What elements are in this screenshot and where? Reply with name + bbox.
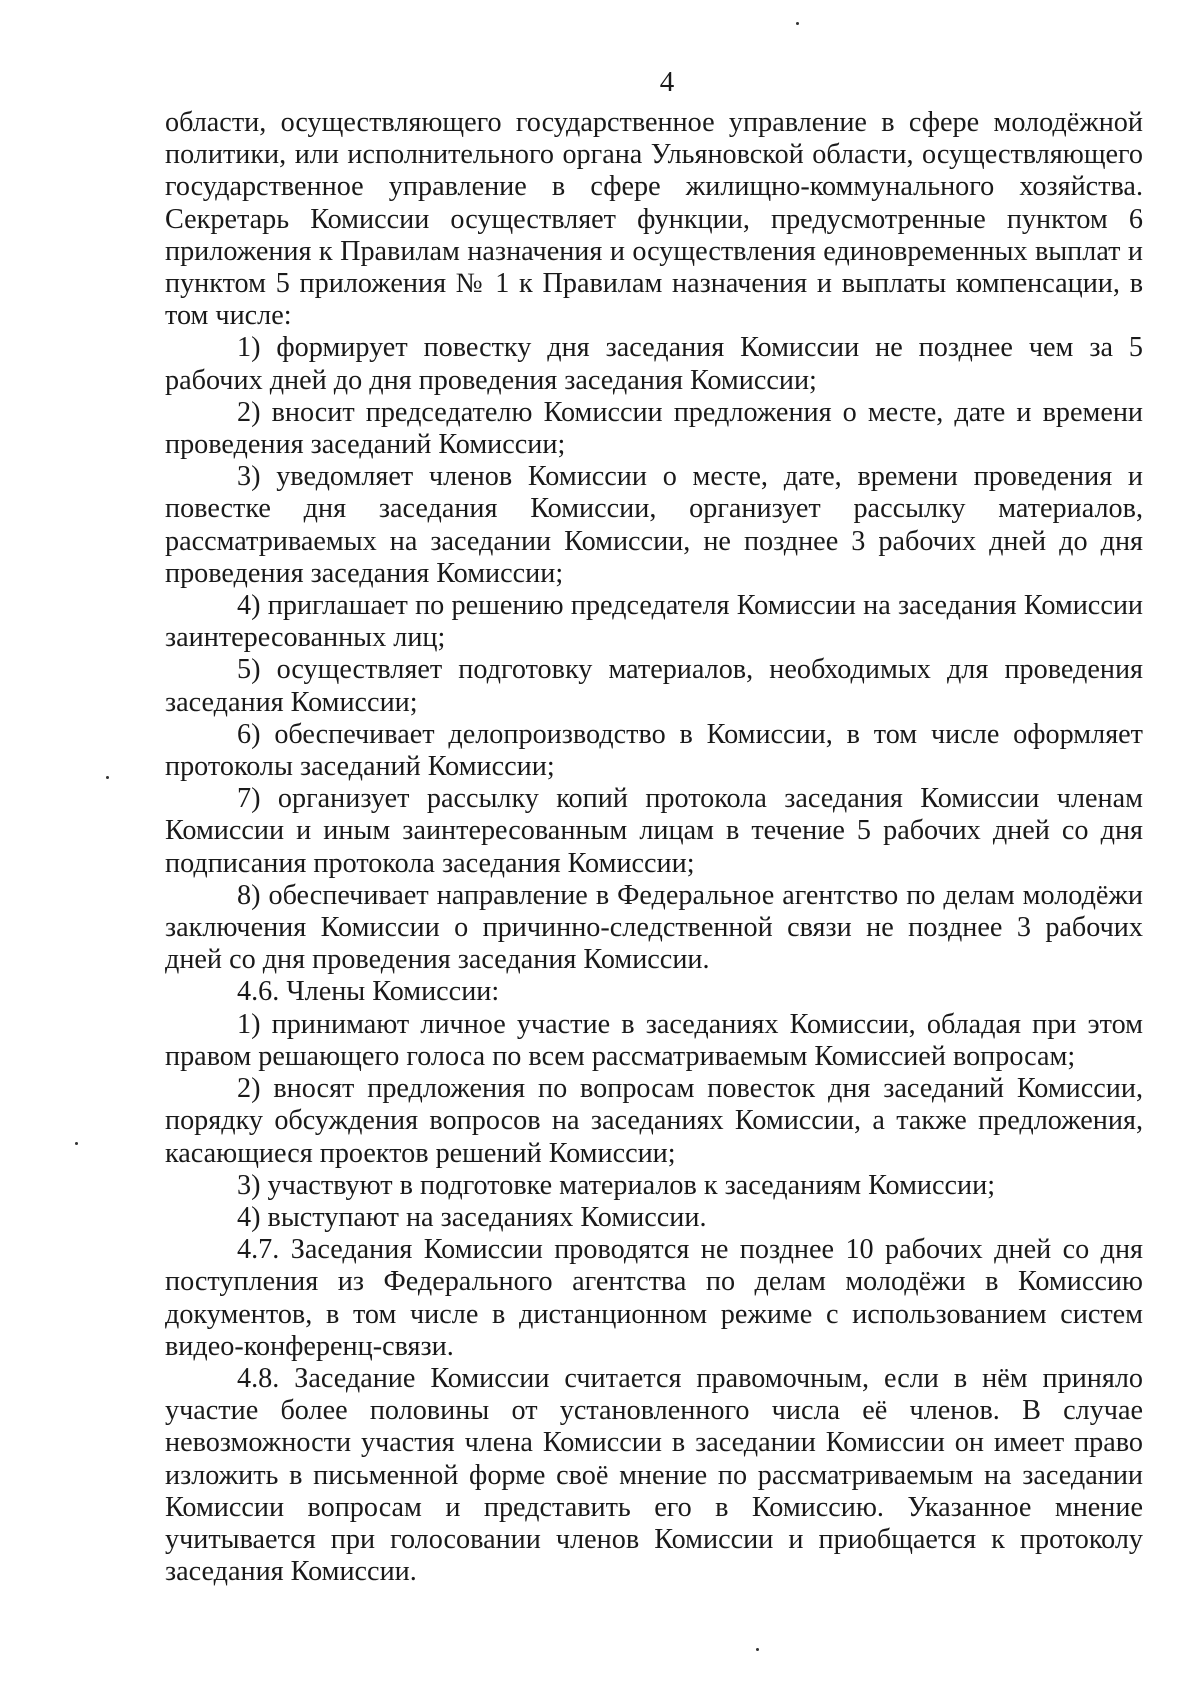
paragraph: 3) уведомляет членов Комиссии о месте, дате, времени проведения и повестке дня заседания Комиссии, организует рассылку материалов, рассматриваемых на заседании Комиссии, не позднее 3 рабочих дней до дня проведения заседания Комиссии; (165, 461, 1143, 589)
paragraph: 4.8. Заседание Комиссии считается правомочным, если в нём приняло участие более половины от установленного числа её членов. В случае невозможности участия члена Комиссии в заседании Комиссии он имеет право изложить в письменной форме своё мнение по рассматриваемым на заседании Комиссии вопросам и представить его в Комиссию. Указанное мнение учитывается при голосовании членов Комиссии и приобщается к протоколу заседания Комиссии. (165, 1362, 1143, 1588)
scan-speck (756, 1648, 759, 1651)
page-number: 4 (659, 66, 675, 98)
paragraph: 3) участвуют в подготовке материалов к заседаниям Комиссии; (237, 1169, 996, 1201)
paragraph: 8) обеспечивает направление в Федеральное агентство по делам молодёжи заключения Комиссии о причинно-следственной связи не позднее 3 рабочих дней со дня проведения заседания Комиссии. (165, 879, 1143, 976)
paragraph: 4.6. Члены Комиссии: (237, 976, 500, 1008)
paragraph: 4.7. Заседания Комиссии проводятся не позднее 10 рабочих дней со дня поступления из Федерального агентства по делам молодёжи в Комиссию документов, в том числе в дистанционном режиме с использованием систем видео-конференц-связи. (165, 1234, 1143, 1362)
paragraph: 4) приглашает по решению председателя Комиссии на заседания Комиссии заинтересованных лиц; (165, 590, 1143, 654)
paragraph: 7) организует рассылку копий протокола заседания Комиссии членам Комиссии и иным заинтересованным лицам в течение 5 рабочих дней со дня подписания протокола заседания Комиссии; (165, 783, 1143, 879)
document-body (165, 107, 1143, 1588)
paragraph: 5) осуществляет подготовку материалов, необходимых для проведения заседания Комиссии; (165, 654, 1143, 718)
paragraph: 4) выступают на заседаниях Комиссии. (237, 1201, 707, 1233)
scan-speck (796, 22, 799, 25)
scan-speck (106, 776, 109, 779)
paragraph: 6) обеспечивает делопроизводство в Комиссии, в том числе оформляет протоколы заседаний Комиссии; (165, 718, 1143, 783)
paragraph: 1) формирует повестку дня заседания Комиссии не позднее чем за 5 рабочих дней до дня проведения заседания Комиссии; (165, 332, 1143, 396)
paragraph: 2) вносят предложения по вопросам повесток дня заседаний Комиссии, порядку обсуждения вопросов на заседаниях Комиссии, а также предложения, касающиеся проектов решений Комиссии; (165, 1073, 1143, 1169)
paragraph: 2) вносит председателю Комиссии предложения о месте, дате и времени проведения заседаний Комиссии; (165, 396, 1143, 461)
paragraph: области, осуществляющего государственное управление в сфере молодёжной политики, или исполнительного органа Ульяновской области, осуществляющего государственное управление в сфере жилищно-коммунального хозяйства. Секретарь Комиссии осуществляет функции, предусмотренные пунктом 6 приложения к Правилам назначения и осуществления единовременных выплат и пунктом 5 приложения № 1 к Правилам назначения и выплаты компенсации, в том числе: (165, 107, 1143, 332)
paragraph: 1) принимают личное участие в заседаниях Комиссии, обладая при этом правом решающего голоса по всем рассматриваемым Комиссией вопросам; (165, 1008, 1143, 1072)
scan-speck (75, 1142, 78, 1145)
